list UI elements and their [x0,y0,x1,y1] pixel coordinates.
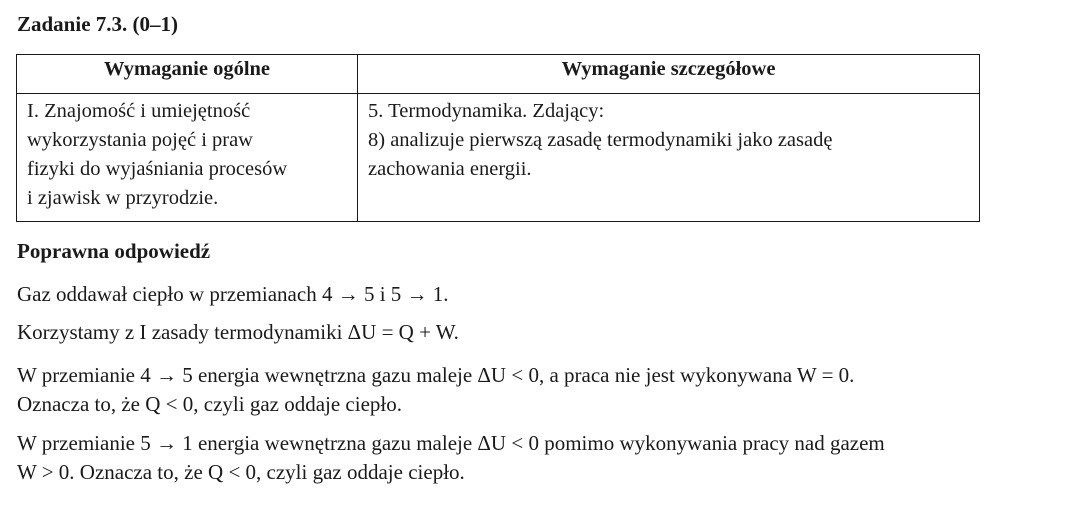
general-line: i zjawisk w przyrodzie. [27,187,219,209]
answer-line: W przemianie 4 → 5 energia wewnętrzna gazu maleje ΔU < 0, a praca nie jest wykonywana W = 0. [17,363,855,387]
header-detailed-requirement: Wymaganie szczegółowe [358,55,980,94]
detailed-line: 5. Termodynamika. Zdający: [368,100,605,122]
table-row [17,94,980,222]
detailed-line: zachowania energii. [368,158,532,180]
general-requirement-cell [17,94,358,222]
answer-paragraph [17,361,854,419]
task-title: Zadanie 7.3. (0–1) [17,12,179,36]
answer-paragraph [17,280,449,309]
detailed-line: 8) analizuje pierwszą zasadę termodynamiki jako zasadę [368,129,833,151]
answer-heading: Poprawna odpowiedź [17,239,211,263]
general-line: I. Znajomość i umiejętność [27,100,251,122]
answer-line: Gaz oddawał ciepło w przemianach 4 → 5 i 5 → 1. [17,282,449,306]
answer-line: W przemianie 5 → 1 energia wewnętrzna gazu maleje ΔU < 0 pomimo wykonywania pracy nad gazem [17,431,885,455]
detailed-requirement-cell [358,94,980,222]
answer-paragraph [17,429,885,487]
general-line: fizyki do wyjaśniania procesów [27,158,288,180]
table-header-row [17,55,980,94]
header-general-requirement: Wymaganie ogólne [17,55,358,94]
answer-line: W > 0. Oznacza to, że Q < 0, czyli gaz oddaje ciepło. [17,460,465,484]
answer-line: Oznacza to, że Q < 0, czyli gaz oddaje ciepło. [17,392,402,416]
answer-paragraph [17,318,459,347]
answer-line: Korzystamy z I zasady termodynamiki ΔU = Q + W. [17,320,459,344]
requirements-table [16,54,980,222]
general-line: wykorzystania pojęć i praw [27,129,253,151]
